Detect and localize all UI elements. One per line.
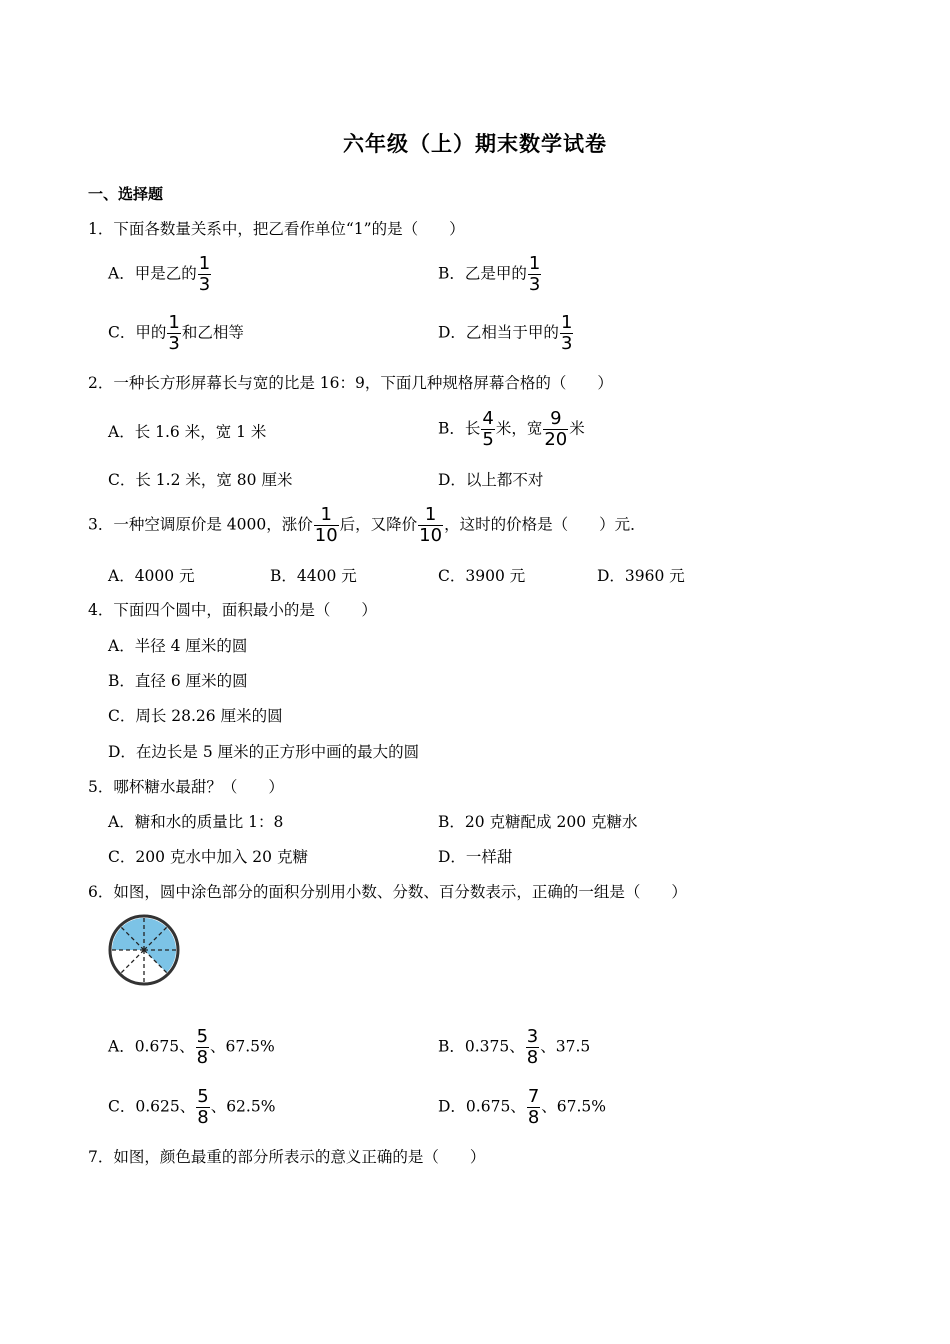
question-6-option-c: C．0.625、 $\frac{5}{8}$ 、62.5% xyxy=(108,1086,276,1128)
question-3-option-c: C．3900 元 xyxy=(438,567,526,585)
question-6-stem: 6．如图，圆中涂色部分的面积分别用小数、分数、百分数表示，正确的一组是（ ） xyxy=(88,883,687,901)
question-5-option-b: B．20 克糖配成 200 克糖水 xyxy=(438,813,638,831)
fraction: $\frac{5}{8}$ xyxy=(196,1026,209,1068)
fraction: $\frac{1}{10}$ xyxy=(314,504,338,546)
fraction: $\frac{7}{8}$ xyxy=(527,1086,540,1128)
question-5-option-d: D．一样甜 xyxy=(438,848,513,866)
question-1-option-b: B．乙是甲的 $\frac{1}{3}$ xyxy=(438,253,541,295)
fraction: $\frac{1}{10}$ xyxy=(419,504,443,546)
question-3-option-d: D．3960 元 xyxy=(597,567,685,585)
page-title: 六年级（上）期末数学试卷 xyxy=(343,131,607,156)
fraction: $\frac{9}{20}$ xyxy=(544,408,568,450)
question-2-stem: 2．一种长方形屏幕长与宽的比是 16：9，下面几种规格屏幕合格的（ ） xyxy=(88,374,613,392)
question-4-option-c: C．周长 28.26 厘米的圆 xyxy=(108,707,283,725)
fraction: $\frac{4}{5}$ xyxy=(482,408,494,450)
question-5-option-c: C．200 克水中加入 20 克糖 xyxy=(108,848,308,866)
circle-figure xyxy=(106,912,182,988)
section-heading: 一、选择题 xyxy=(88,185,164,203)
question-1-option-a: A．甲是乙的 $\frac{1}{3}$ xyxy=(108,253,211,295)
question-7-stem: 7．如图，颜色最重的部分所表示的意义正确的是（ ） xyxy=(88,1148,486,1166)
question-1-option-c: C．甲的 $\frac{1}{3}$ 和乙相等 xyxy=(108,312,244,354)
fraction: $\frac{5}{8}$ xyxy=(197,1086,209,1128)
question-6-option-d: D．0.675、 $\frac{7}{8}$ 、67.5% xyxy=(438,1086,607,1128)
fraction: $\frac{1}{3}$ xyxy=(560,312,573,354)
fraction: $\frac{1}{3}$ xyxy=(528,253,541,295)
question-1-stem: 1．下面各数量关系中，把乙看作单位“1”的是（ ） xyxy=(88,220,465,238)
question-4-option-a: A．半径 4 厘米的圆 xyxy=(108,637,248,655)
question-1-option-d: D．乙相当于甲的 $\frac{1}{3}$ xyxy=(438,312,573,354)
question-6-option-b: B．0.375、 $\frac{3}{8}$ 、37.5 xyxy=(438,1026,591,1068)
fraction: $\frac{1}{3}$ xyxy=(168,312,180,354)
question-2-option-a: A．长 1.6 米，宽 1 米 xyxy=(108,423,267,441)
question-3-option-b: B．4400 元 xyxy=(270,567,357,585)
question-3-option-a: A．4000 元 xyxy=(108,567,195,585)
question-3-stem: 3．一种空调原价是 4000，涨价 $\frac{1}{10}$ 后，又降价 $\frac{1}{10}$ ，这时的价格是（ ）元． xyxy=(88,504,646,546)
question-5-stem: 5．哪杯糖水最甜？（ ） xyxy=(88,778,284,796)
fraction: $\frac{3}{8}$ xyxy=(526,1026,539,1068)
question-2-option-d: D．以上都不对 xyxy=(438,471,544,489)
fraction: $\frac{1}{3}$ xyxy=(198,253,211,295)
question-4-stem: 4．下面四个圆中，面积最小的是（ ） xyxy=(88,601,377,619)
question-4-option-d: D．在边长是 5 厘米的正方形中画的最大的圆 xyxy=(108,743,420,761)
question-4-option-b: B．直径 6 厘米的圆 xyxy=(108,672,248,690)
question-5-option-a: A．糖和水的质量比 1：8 xyxy=(108,813,284,831)
question-6-option-a: A．0.675、 $\frac{5}{8}$ 、67.5% xyxy=(108,1026,275,1068)
question-2-option-c: C．长 1.2 米，宽 80 厘米 xyxy=(108,471,293,489)
question-2-option-b: B．长 $\frac{4}{5}$ 米，宽 $\frac{9}{20}$ 米 xyxy=(438,408,585,450)
